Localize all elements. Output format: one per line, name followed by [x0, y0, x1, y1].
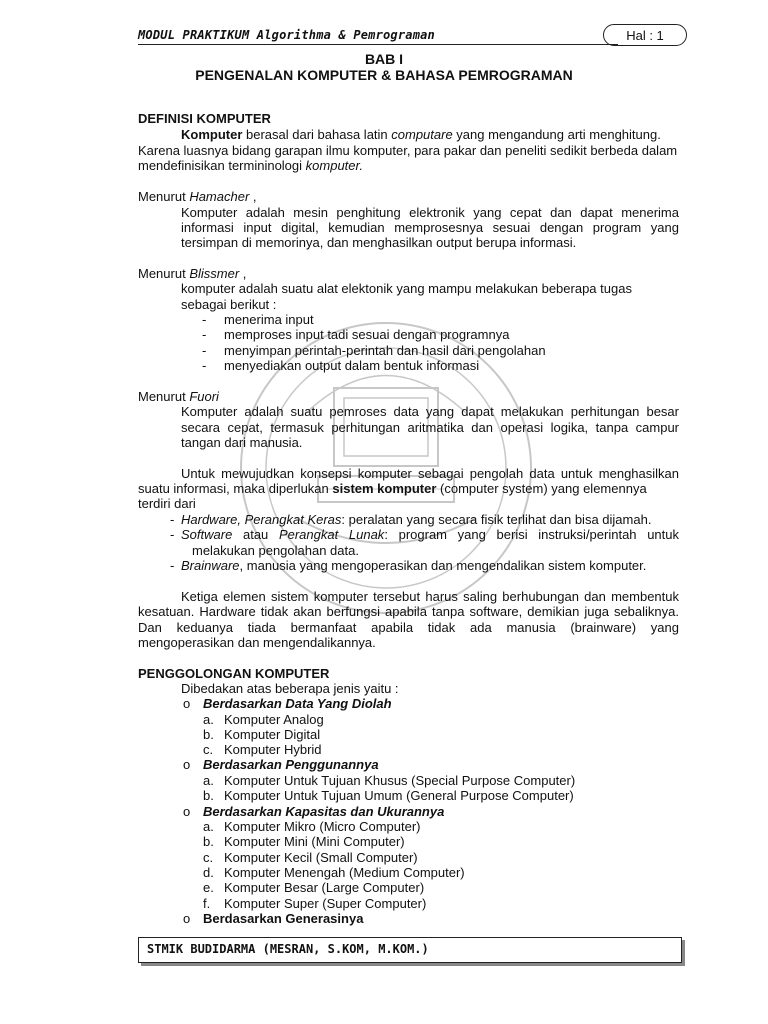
item-marker: a. [203, 712, 214, 727]
ketiga-line: mengoperasikan dan mengendalikannya. [138, 635, 376, 650]
text-run: Menurut [138, 266, 190, 281]
list-item-brainware [181, 558, 646, 573]
sistem-line: terdiri dari [138, 496, 196, 511]
item-marker: d. [203, 865, 214, 880]
list-item: Komputer Mikro (Micro Computer) [224, 819, 421, 834]
footer-box [138, 937, 682, 963]
footer-text: STMIK BUDIDARMA (MESRAN, S.KOM, M.KOM.) [147, 942, 429, 956]
definisi-paragraph-line [138, 158, 363, 173]
author-name: Blissmer [189, 266, 240, 281]
sistem-line: Untuk mewujudkan konsepsi komputer sebagai pengolah data untuk menghasilkan [181, 466, 679, 481]
list-item: Komputer Hybrid [224, 742, 322, 757]
item-marker: f. [203, 896, 211, 911]
text-run: , manusia yang mengoperasikan dan mengendalikan sistem komputer. [239, 558, 647, 573]
item-marker: a. [203, 773, 214, 788]
item-marker: c. [203, 742, 214, 757]
list-item: Komputer Analog [224, 712, 324, 727]
list-dash: - [170, 512, 175, 527]
group-title: Berdasarkan Data Yang Diolah [203, 696, 392, 711]
chapter-number: BAB I [364, 51, 404, 67]
fuori-line: tangan dari manusia. [181, 435, 303, 450]
item-marker: b. [203, 727, 214, 742]
ketiga-line: Ketiga elemen sistem komputer tersebut harus saling berhubungan dan membentuk [181, 589, 679, 604]
blissmer-line: sebagai berikut : [181, 297, 277, 312]
bullet-marker: o [183, 757, 191, 772]
list-item: memproses input tadi sesuai dengan programnya [224, 327, 510, 342]
text-run: (computer system) yang elemennya [436, 481, 647, 496]
text-run: : peralatan yang secara fisik terlihat dan bisa dijamah. [341, 512, 652, 527]
list-item: Komputer Super (Super Computer) [224, 896, 427, 911]
section-heading-penggolongan: PENGGOLONGAN KOMPUTER [138, 666, 330, 681]
term-brainware: Brainware [181, 558, 240, 573]
hamacher-line: Komputer adalah mesin penghitung elektronik yang cepat dan dapat menerima [181, 205, 679, 220]
sistem-line [138, 481, 647, 496]
list-item-continuation: melakukan pengolahan data. [192, 543, 359, 558]
list-item-hardware [181, 512, 651, 527]
definisi-paragraph-line: Karena luasnya bidang garapan ilmu komputer, para pakar dan peneliti sedikit berbeda dalam [138, 143, 678, 158]
list-item: Komputer Untuk Tujuan Khusus (Special Purpose Computer) [224, 773, 576, 788]
term-software: Software [181, 527, 233, 542]
chapter-title: PENGENALAN KOMPUTER & BAHASA PEMROGRAMAN [195, 67, 573, 83]
item-marker: b. [203, 788, 214, 803]
text-run: berasal dari bahasa latin [242, 127, 392, 142]
term-komputer-italic: komputer. [305, 158, 363, 173]
author-name: Hamacher [189, 189, 250, 204]
text-run: suatu informasi, maka diperlukan [138, 481, 333, 496]
term-sistem-komputer: sistem komputer [332, 481, 437, 496]
author-name: Fuori [189, 389, 219, 404]
list-dash: - [202, 327, 207, 342]
ketiga-line: Dan keduanya tiada bermanfaat apabila tidak ada manusia (brainware) yang [138, 620, 679, 635]
item-marker: e. [203, 880, 214, 895]
definisi-paragraph-line [181, 127, 661, 142]
term-perangkat-lunak: Perangkat Lunak [278, 527, 385, 542]
list-item: Komputer Digital [224, 727, 321, 742]
term-komputer: Komputer [181, 127, 243, 142]
list-item: Komputer Mini (Mini Computer) [224, 834, 405, 849]
list-item-software [181, 527, 679, 542]
section-heading-definisi: DEFINISI KOMPUTER [138, 111, 271, 126]
group-title: Berdasarkan Kapasitas dan Ukurannya [203, 804, 445, 819]
list-dash: - [170, 527, 175, 542]
list-item: menerima input [224, 312, 314, 327]
fuori-line: Komputer adalah suatu pemroses data yang dapat melakukan perhitungan besar [181, 404, 679, 419]
source-label-hamacher [138, 189, 257, 204]
text-run: yang mengandung arti menghitung. [452, 127, 661, 142]
list-item: Komputer Menengah (Medium Computer) [224, 865, 465, 880]
list-item: menyediakan output dalam bentuk informasi [224, 358, 480, 373]
ketiga-line: kesatuan. Hardware tidak akan berfungsi apabila tanpa software, demikian juga sebaliknya. [138, 604, 679, 619]
list-item: Komputer Untuk Tujuan Umum (General Purpose Computer) [224, 788, 574, 803]
term-computare: computare [391, 127, 453, 142]
fuori-line: secara cepat, termasuk perhitungan aritmatika dan operasi logika, tanpa campur [181, 420, 679, 435]
bullet-marker: o [183, 696, 191, 711]
text-run: Menurut [138, 389, 190, 404]
text-run: Menurut [138, 189, 190, 204]
hamacher-line: informasi input digital, kemudian memprosesnya sesuai dengan program yang [181, 220, 679, 235]
list-dash: - [202, 358, 207, 373]
source-label-fuori [138, 389, 219, 404]
page-number-badge: Hal : 1 [603, 24, 687, 46]
source-label-blissmer [138, 266, 246, 281]
text-run: , [249, 189, 257, 204]
list-dash: - [170, 558, 175, 573]
list-item: menyimpan perintah-perintah dan hasil dari pengolahan [224, 343, 546, 358]
term-hardware: Hardware, Perangkat Keras [181, 512, 342, 527]
text-run: mendefinisikan termininologi [138, 158, 306, 173]
blissmer-line: komputer adalah suatu alat elektonik yang mampu melakukan beberapa tugas [181, 281, 632, 296]
bullet-marker: o [183, 911, 191, 926]
header-rule [138, 44, 618, 45]
module-title: MODUL PRAKTIKUM Algorithma & Pemrograman [138, 28, 435, 42]
list-dash: - [202, 312, 207, 327]
list-item: Komputer Kecil (Small Computer) [224, 850, 418, 865]
group-title: Berdasarkan Penggunannya [203, 757, 379, 772]
item-marker: b. [203, 834, 214, 849]
hamacher-line: tersimpan di memorinya, dan menghasilkan output berupa informasi. [181, 235, 577, 250]
group-title: Berdasarkan Generasinya [203, 911, 364, 926]
text-run: atau [232, 527, 279, 542]
bullet-marker: o [183, 804, 191, 819]
text-run: : program yang berisi instruksi/perintah untuk [384, 527, 679, 542]
item-marker: c. [203, 850, 214, 865]
item-marker: a. [203, 819, 214, 834]
list-item: Komputer Besar (Large Computer) [224, 880, 425, 895]
penggolongan-intro: Dibedakan atas beberapa jenis yaitu : [181, 681, 399, 696]
list-dash: - [202, 343, 207, 358]
text-run: , [239, 266, 247, 281]
